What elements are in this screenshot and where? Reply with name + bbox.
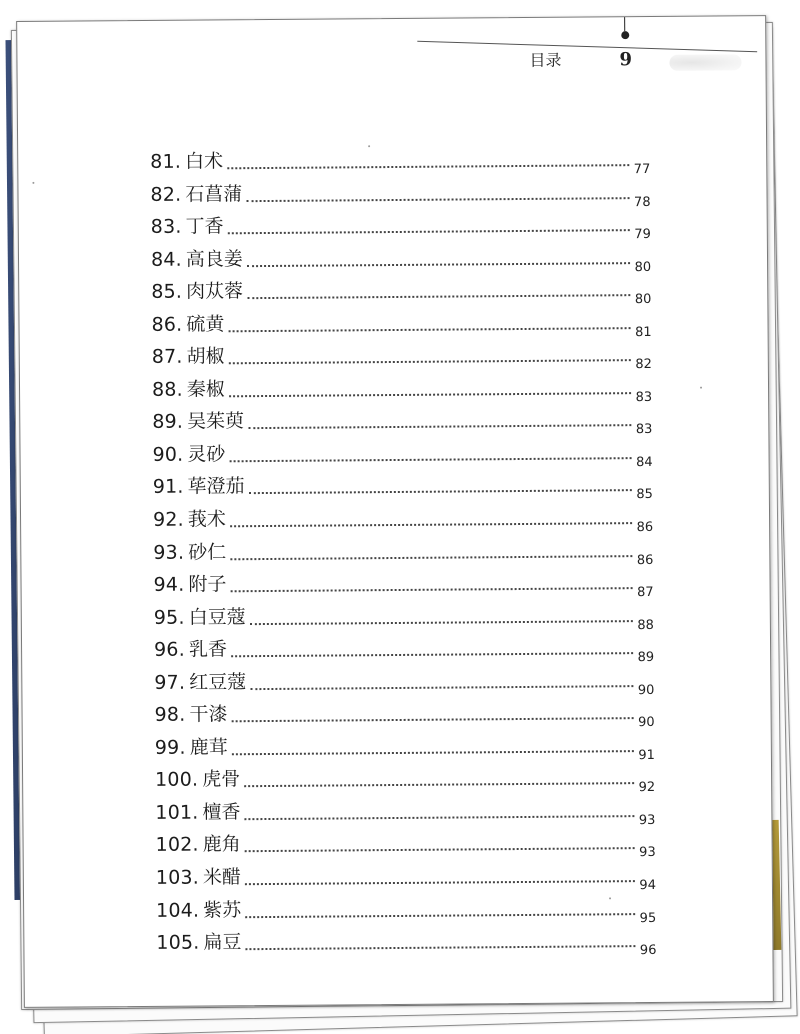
toc-entry-label	[152, 441, 229, 468]
toc-entry-page-number: 80	[634, 259, 652, 275]
toc-entry-label	[152, 344, 229, 371]
toc-dot-leader	[227, 164, 630, 169]
toc-entry-page-number: 88	[637, 617, 654, 633]
toc-entry-name: 红豆蔻	[189, 670, 247, 694]
toc-entry-number: 83.	[150, 215, 182, 239]
toc-entry-label	[151, 213, 228, 240]
toc-entry[interactable]	[154, 666, 654, 702]
toc-entry-name: 吴茱萸	[187, 410, 245, 434]
header-decoration-icon	[669, 54, 741, 71]
toc-entry-label	[150, 148, 227, 175]
toc-entry-number: 85.	[151, 280, 183, 304]
toc-dot-leader	[230, 587, 633, 592]
toc-entry-page-number: 81	[634, 324, 652, 340]
toc-entry-label	[150, 181, 246, 208]
toc-entry-page-number: 87	[637, 585, 654, 601]
toc-entry-number: 81.	[150, 150, 182, 173]
toc-entry-number: 103.	[155, 866, 200, 889]
toc-entry-number: 98.	[154, 703, 186, 727]
toc-entry-name: 扁豆	[203, 931, 242, 954]
toc-entry-number: 94.	[153, 573, 185, 597]
toc-entry-page-number: 80	[634, 292, 652, 308]
toc-entry-number: 87.	[151, 345, 183, 369]
toc-entry-page-number: 83	[635, 422, 653, 438]
toc-dot-leader	[229, 359, 632, 364]
toc-entry-name: 紫苏	[203, 898, 242, 922]
toc-entry-name: 灵砂	[187, 443, 226, 466]
toc-entry-page-number: 77	[633, 161, 651, 178]
toc-entry[interactable]	[156, 828, 656, 864]
toc-entry-number: 88.	[151, 378, 183, 401]
toc-entry-number: 89.	[152, 411, 184, 434]
toc-entry-name: 鹿茸	[189, 736, 228, 759]
toc-entry-number: 97.	[154, 671, 186, 694]
toc-entry-page-number: 90	[637, 682, 655, 698]
toc-entry-label	[156, 832, 245, 859]
toc-entry-name: 莪术	[187, 508, 226, 531]
toc-entry-page-number: 92	[638, 780, 656, 796]
toc-entry-name: 丁香	[185, 215, 224, 238]
toc-entry[interactable]	[152, 405, 652, 441]
toc-dot-leader	[245, 880, 635, 885]
toc-entry-page-number: 93	[638, 812, 656, 829]
toc-entry[interactable]	[154, 698, 654, 734]
toc-entry-page-number: 86	[636, 552, 654, 568]
toc-dot-leader	[228, 327, 631, 332]
header-rule	[417, 41, 757, 52]
toc-entry-page-number: 94	[639, 877, 657, 894]
toc-entry-number: 86.	[151, 313, 183, 336]
toc-entry-page-number: 79	[634, 227, 651, 243]
toc-entry[interactable]	[156, 926, 656, 962]
toc-entry-name: 砂仁	[188, 540, 227, 564]
toc-entry[interactable]	[152, 373, 652, 409]
toc-entry-name: 高良姜	[185, 247, 243, 271]
toc-entry-label	[151, 278, 247, 305]
toc-entry-label	[153, 539, 230, 566]
toc-entry-page-number: 78	[633, 194, 651, 210]
toc-entry-name: 荜澄茄	[187, 475, 245, 499]
toc-entry-page-number: 96	[639, 943, 657, 959]
toc-entry-number: 104.	[156, 899, 200, 922]
toc-entry[interactable]	[156, 894, 656, 930]
toc-entry[interactable]	[153, 503, 653, 539]
toc-dot-leader	[230, 555, 633, 560]
toc-dot-leader	[246, 945, 636, 950]
toc-entry-label	[152, 376, 229, 403]
toc-entry-label	[156, 929, 245, 956]
toc-dot-leader	[250, 620, 634, 625]
toc-entry-name: 米醋	[202, 866, 242, 889]
toc-entry-page-number: 86	[636, 519, 654, 536]
toc-entry[interactable]	[155, 796, 655, 832]
toc-entry-label	[154, 604, 250, 631]
toc-entry-number: 101.	[155, 801, 199, 824]
toc-entry-number: 105.	[156, 931, 200, 955]
toc-entry-label	[155, 799, 244, 826]
toc-entry[interactable]	[151, 243, 651, 279]
toc-entry-label	[153, 571, 230, 598]
toc-entry-number: 90.	[152, 443, 184, 466]
toc-entry-number: 82.	[150, 183, 182, 206]
toc-entry-page-number: 93	[639, 845, 656, 861]
toc-entry-name: 干漆	[189, 703, 228, 726]
toc-dot-leader	[245, 848, 635, 853]
toc-entry-name: 白术	[184, 150, 224, 173]
toc-entry-page-number: 89	[637, 650, 655, 666]
toc-entry-number: 91.	[152, 476, 184, 499]
running-header-page-number: 9	[619, 49, 633, 71]
toc-dot-leader	[249, 490, 633, 495]
toc-entry-label	[151, 311, 228, 338]
toc-entry-number: 102.	[155, 834, 199, 857]
toc-dot-leader	[245, 815, 635, 820]
toc-dot-leader	[231, 717, 634, 722]
toc-dot-leader	[229, 392, 632, 397]
toc-entry-label	[154, 702, 231, 729]
toc-dot-leader	[230, 522, 633, 527]
running-header-title: 目录	[529, 50, 562, 70]
toc-entry-name: 石菖蒲	[185, 182, 243, 206]
toc-entry-name: 附子	[188, 573, 227, 596]
toc-entry-name: 乳香	[188, 638, 228, 661]
toc-entry-number: 95.	[153, 606, 185, 629]
paper-speck	[32, 182, 34, 184]
toc-entry-page-number: 84	[636, 454, 653, 471]
toc-entry[interactable]	[155, 763, 655, 799]
toc-entry-label	[156, 864, 245, 891]
toc-entry[interactable]	[154, 601, 654, 637]
toc-dot-leader	[247, 294, 631, 299]
toc-entry-page-number: 85	[636, 487, 653, 503]
toc-entry[interactable]	[156, 861, 656, 897]
toc-dot-leader	[245, 913, 635, 918]
toc-entry-page-number: 91	[638, 747, 655, 763]
toc-entry-number: 99.	[154, 736, 186, 759]
toc-entry-name: 鹿角	[202, 833, 241, 857]
toc-entry[interactable]	[153, 536, 653, 572]
toc-entry-page-number: 95	[639, 910, 657, 926]
toc-dot-leader	[228, 229, 631, 234]
toc-dot-leader	[248, 425, 632, 430]
toc-entry-name: 白豆蔻	[188, 605, 246, 629]
toc-entry[interactable]	[152, 438, 652, 474]
toc-entry-name: 胡椒	[186, 345, 225, 368]
toc-entry-number: 93.	[153, 541, 185, 564]
toc-entry-label	[156, 897, 245, 924]
toc-dot-leader	[231, 652, 634, 657]
toc-entry-label	[155, 734, 232, 761]
toc-entry-name: 硫黄	[186, 313, 225, 336]
toc-entry[interactable]	[150, 145, 650, 181]
toc-entry-number: 84.	[150, 248, 182, 271]
toc-entry-label	[154, 636, 231, 663]
toc-entry-label	[152, 409, 248, 436]
toc-entry-name: 檀香	[202, 801, 241, 824]
toc-entry-label	[151, 246, 247, 273]
toc-entry-name: 秦椒	[186, 378, 225, 401]
toc-dot-leader	[229, 457, 632, 462]
toc-dot-leader	[250, 685, 634, 690]
toc-entry-number: 100.	[155, 768, 199, 792]
toc-entry[interactable]	[151, 275, 651, 311]
toc-entry-page-number: 90	[638, 715, 655, 731]
toc-dot-leader	[244, 783, 634, 788]
toc-entry[interactable]	[152, 340, 652, 376]
toc-entry-name: 虎骨	[202, 768, 241, 791]
toc-entry-label	[155, 767, 244, 794]
toc-entry[interactable]	[150, 178, 650, 214]
paper-speck	[700, 387, 702, 389]
header-bullet-icon	[621, 31, 629, 39]
toc-entry-page-number: 82	[635, 357, 652, 373]
toc-entry[interactable]	[153, 568, 653, 604]
toc-entry-label	[154, 669, 250, 696]
toc-entry[interactable]	[153, 470, 653, 506]
toc-dot-leader	[232, 750, 635, 755]
toc-dot-leader	[246, 197, 630, 202]
toc-entry[interactable]	[154, 633, 654, 669]
toc-entry[interactable]	[155, 731, 655, 767]
toc-entry[interactable]	[151, 210, 651, 246]
toc-entry-label	[153, 506, 230, 533]
toc-entry-page-number: 83	[635, 389, 653, 405]
toc-page	[16, 15, 774, 1008]
header-tick-mark	[624, 17, 625, 31]
toc-entry[interactable]	[151, 308, 651, 344]
toc-entry-label	[153, 474, 249, 501]
toc-entry-number: 92.	[152, 508, 184, 531]
toc-entry-number: 96.	[153, 638, 185, 662]
table-of-contents	[150, 145, 656, 963]
toc-entry-name: 肉苁蓉	[186, 280, 244, 303]
toc-dot-leader	[247, 262, 631, 267]
